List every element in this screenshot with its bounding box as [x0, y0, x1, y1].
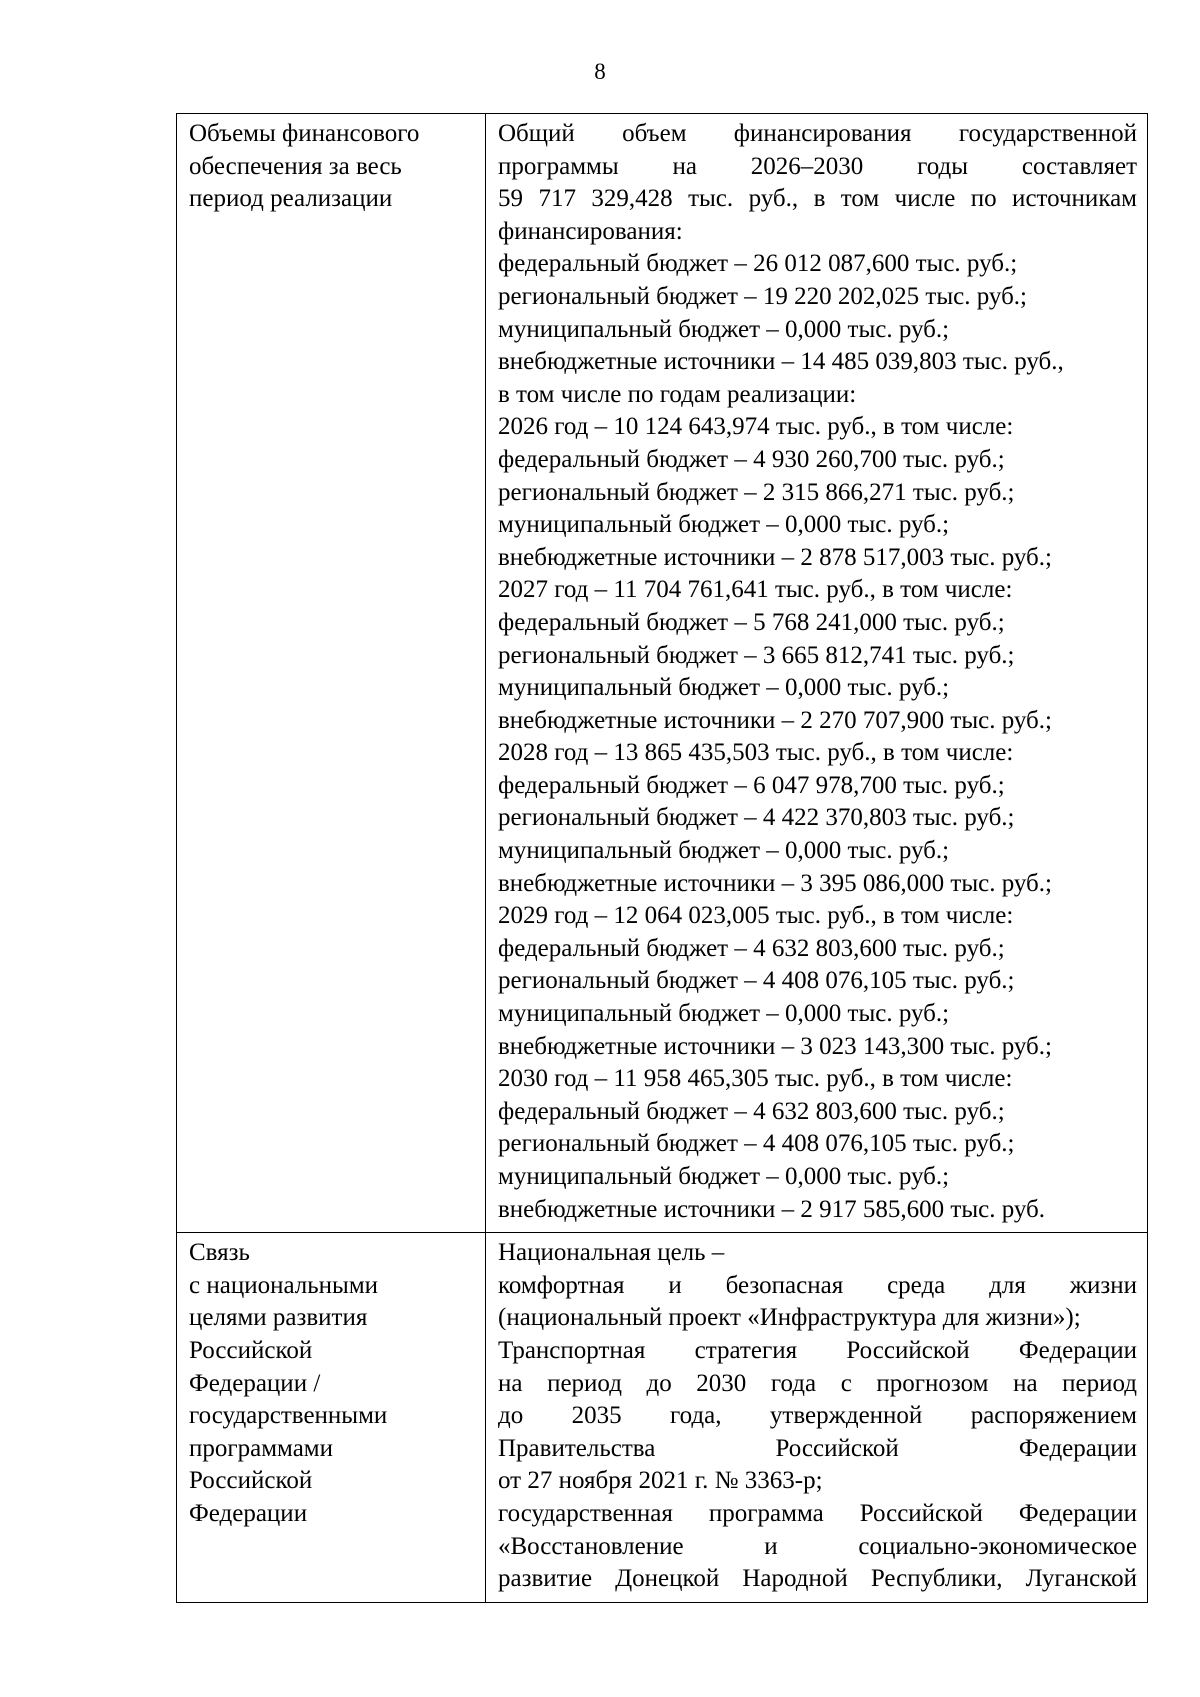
value-line: региональный бюджет – 4 408 076,105 тыс. руб.;: [498, 1130, 1015, 1158]
row-label-cell: [177, 114, 486, 1233]
value-line: федеральный бюджет – 5 768 241,000 тыс. руб.;: [498, 608, 1005, 636]
value-line: 2030 год – 11 958 465,305 тыс. руб., в том числе:: [498, 1065, 1013, 1093]
value-line: региональный бюджет – 2 315 866,271 тыс. руб.;: [498, 478, 1015, 506]
value-line: федеральный бюджет – 4 632 803,600 тыс. руб.;: [498, 934, 1005, 962]
value-line: федеральный бюджет – 4 930 260,700 тыс. руб.;: [498, 445, 1005, 473]
value-line: развитие Донецкой Народной Республики, Луганской: [498, 1565, 1137, 1593]
value-line: от 27 ноября 2021 г. № 3363-р;: [498, 1467, 823, 1495]
table-row: [177, 1233, 1148, 1603]
label-line: Российской: [189, 1336, 313, 1364]
label-line: целями развития: [189, 1304, 368, 1332]
value-line: муниципальный бюджет – 0,000 тыс. руб.;: [498, 511, 950, 539]
value-line: внебюджетные источники – 2 878 517,003 тыс. руб.;: [498, 543, 1052, 571]
value-line: внебюджетные источники – 2 270 707,900 тыс. руб.;: [498, 706, 1052, 734]
value-line: региональный бюджет – 4 422 370,803 тыс. руб.;: [498, 804, 1015, 832]
value-line: (национальный проект «Инфраструктура для жизни»);: [498, 1304, 1081, 1332]
row-label-cell: [177, 1233, 486, 1603]
label-line: Федерации /: [189, 1369, 321, 1397]
value-line: Национальная цель –: [498, 1239, 725, 1267]
value-line: в том числе по годам реализации:: [498, 380, 857, 408]
value-line: федеральный бюджет – 6 047 978,700 тыс. руб.;: [498, 771, 1005, 799]
row-value-cell: [486, 114, 1148, 1233]
value-line: региональный бюджет – 4 408 076,105 тыс. руб.;: [498, 967, 1015, 995]
value-line: 2029 год – 12 064 023,005 тыс. руб., в том числе:: [498, 902, 1014, 930]
value-line: до 2035 года, утвержденной распоряжением: [498, 1402, 1137, 1430]
label-line: обеспечения за весь: [189, 152, 402, 180]
label-line: Объемы финансового: [189, 120, 420, 147]
table-row: [177, 114, 1148, 1233]
value-line: Правительства Российской Федерации: [498, 1434, 1137, 1462]
label-line: Российской: [189, 1467, 313, 1495]
row-value-cell: [486, 1233, 1148, 1603]
label-line: программами: [189, 1434, 333, 1462]
label-line: Связь: [189, 1239, 250, 1267]
value-line: внебюджетные источники – 2 917 585,600 тыс. руб.: [498, 1195, 1046, 1223]
page-number: 8: [594, 59, 606, 84]
value-line: государственная программа Российской Федерации: [498, 1499, 1137, 1527]
value-line: Общий объем финансирования государственной: [498, 120, 1137, 147]
value-line: муниципальный бюджет – 0,000 тыс. руб.;: [498, 1000, 950, 1028]
label-line: Федерации: [189, 1499, 308, 1527]
value-line: муниципальный бюджет – 0,000 тыс. руб.;: [498, 315, 950, 343]
label-line: государственными: [189, 1402, 388, 1430]
label-line: период реализации: [189, 185, 393, 213]
value-line: финансирования:: [498, 217, 683, 245]
value-line: 2026 год – 10 124 643,974 тыс. руб., в том числе:: [498, 413, 1014, 441]
value-line: внебюджетные источники – 3 395 086,000 тыс. руб.;: [498, 869, 1052, 897]
program-passport-table: [176, 113, 1148, 1603]
value-line: региональный бюджет – 19 220 202,025 тыс. руб.;: [498, 282, 1027, 310]
value-line: муниципальный бюджет – 0,000 тыс. руб.;: [498, 837, 950, 865]
value-line: федеральный бюджет – 4 632 803,600 тыс. руб.;: [498, 1097, 1005, 1125]
value-line: региональный бюджет – 3 665 812,741 тыс. руб.;: [498, 641, 1015, 669]
value-line: внебюджетные источники – 3 023 143,300 тыс. руб.;: [498, 1032, 1052, 1060]
value-line: муниципальный бюджет – 0,000 тыс. руб.;: [498, 674, 950, 702]
value-line: на период до 2030 года с прогнозом на период: [498, 1369, 1137, 1397]
value-line: 2027 год – 11 704 761,641 тыс. руб., в том числе:: [498, 576, 1013, 604]
value-line: 59 717 329,428 тыс. руб., в том числе по источникам: [498, 185, 1137, 213]
value-line: программы на 2026–2030 годы составляет: [498, 152, 1137, 180]
value-line: федеральный бюджет – 26 012 087,600 тыс. руб.;: [498, 250, 1018, 278]
value-line: 2028 год – 13 865 435,503 тыс. руб., в том числе:: [498, 739, 1014, 767]
value-line: внебюджетные источники – 14 485 039,803 тыс. руб.,: [498, 348, 1064, 376]
value-line: комфортная и безопасная среда для жизни: [498, 1271, 1137, 1299]
value-line: муниципальный бюджет – 0,000 тыс. руб.;: [498, 1163, 950, 1190]
value-line: «Восстановление и социально-экономическое: [498, 1532, 1137, 1560]
label-line: с национальными: [189, 1271, 379, 1299]
value-line: Транспортная стратегия Российской Федерации: [498, 1336, 1137, 1364]
